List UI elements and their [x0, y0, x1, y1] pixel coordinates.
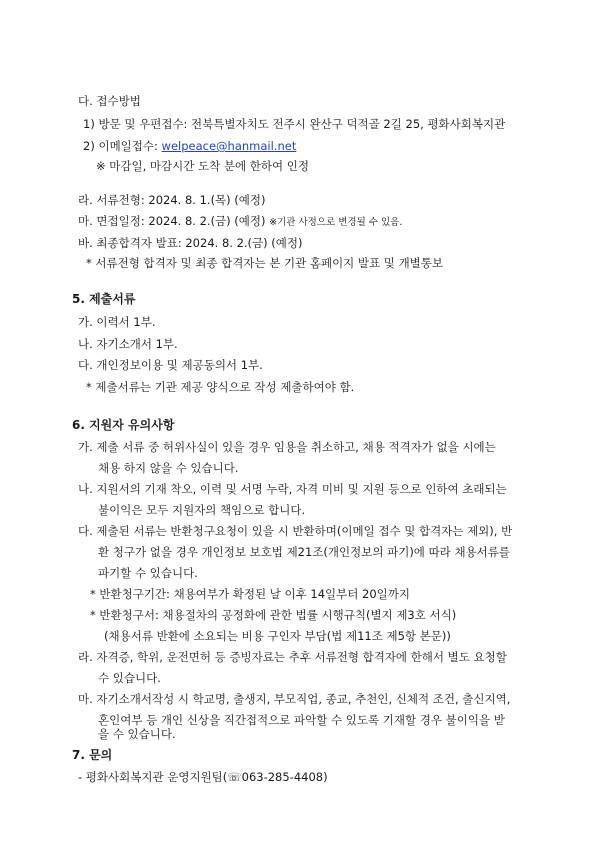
caution-line: (채용서류 반환에 소요되는 비용 구인자 부담(법 제11조 제5항 본문))	[104, 629, 451, 643]
caution-line: * 반환청구서: 채용절차의 공정화에 관한 법률 시행규칙(별지 제3호 서식)	[90, 608, 457, 622]
screening-date: 라. 서류전형: 2024. 8. 1.(목) (예정)	[78, 193, 266, 207]
email-link[interactable]: welpeace@hanmail.net	[161, 139, 297, 153]
receipt-visit-mail: 1) 방문 및 우편접수: 전북특별자치도 전주시 완산구 덕적골 2길 25, 평화사회복지관	[83, 117, 506, 131]
receipt-email-line	[83, 139, 296, 153]
interview-note: ※기관 사정으로 변경될 수 있음.	[269, 217, 403, 228]
caution-line: 가. 제출 서류 중 허위사실이 있을 경우 임용을 취소하고, 채용 적격자가 없을 시에는	[78, 440, 496, 454]
caution-line: 라. 자격증, 학위, 운전면허 등 증빙자료는 추후 서류전형 합격자에 한해서 별도 요청할	[78, 650, 507, 664]
receipt-deadline-note: ※ 마감일, 마감시간 도착 분에 한하여 인정	[96, 159, 309, 173]
contact-heading: 7. 문의	[72, 748, 113, 762]
caution-line: 환 청구가 없을 경우 개인정보 보호법 제21조(개인정보의 파기)에 따라 채용서류를	[98, 545, 510, 559]
document-item: 다. 개인정보이용 및 제공동의서 1부.	[78, 358, 263, 372]
final-announcement-date: 바. 최종합격자 발표: 2024. 8. 2.(금) (예정)	[78, 236, 303, 250]
document-item: 가. 이력서 1부.	[78, 315, 156, 329]
caution-line: 마. 자기소개서작성 시 학교명, 출생지, 부모직업, 종교, 추천인, 신체적 조건, 출신지역,	[78, 692, 511, 706]
caution-line: 나. 지원서의 기재 착오, 이력 및 서명 누락, 자격 미비 및 지원 등으로 인하여 초래되는	[78, 482, 507, 496]
interview-date-line	[78, 214, 402, 230]
documents-heading: 5. 제출서류	[72, 292, 136, 306]
cautions-heading: 6. 지원자 유의사항	[72, 418, 175, 432]
caution-line: 채용 하지 않을 수 있습니다.	[98, 461, 239, 475]
caution-line: 불이익은 모두 지원자의 책임으로 합니다.	[98, 503, 306, 517]
caution-line: 을 수 있습니다.	[98, 727, 176, 741]
caution-line: 혼인여부 등 개인 신상을 직간접적으로 파악할 수 있도록 기재할 경우 불이익을 받	[98, 713, 505, 727]
documents-note: * 제출서류는 기관 제공 양식으로 작성 제출하여야 함.	[86, 380, 355, 394]
caution-line: 다. 제출된 서류는 반환청구요청이 있을 시 반환하며(이메일 접수 및 합격자는 제외), 반	[78, 524, 513, 538]
interview-date: 마. 면접일정: 2024. 8. 2.(금) (예정)	[78, 214, 266, 228]
caution-line: 파기할 수 있습니다.	[98, 566, 198, 580]
receipt-method-heading: 다. 접수방법	[78, 94, 141, 108]
receipt-email-prefix: 2) 이메일접수:	[83, 139, 158, 153]
document-item: 나. 자기소개서 1부.	[78, 337, 178, 351]
caution-line: 수 있습니다.	[98, 671, 161, 685]
schedule-note: * 서류전형 합격자 및 최종 합격자는 본 기관 홈페이지 발표 및 개별통보	[86, 256, 444, 270]
contact-line: - 평화사회복지관 운영지원팀(☏063-285-4408)	[78, 770, 328, 784]
caution-line: * 반환청구기간: 채용여부가 확정된 날 이후 14일부터 20일까지	[90, 587, 410, 601]
